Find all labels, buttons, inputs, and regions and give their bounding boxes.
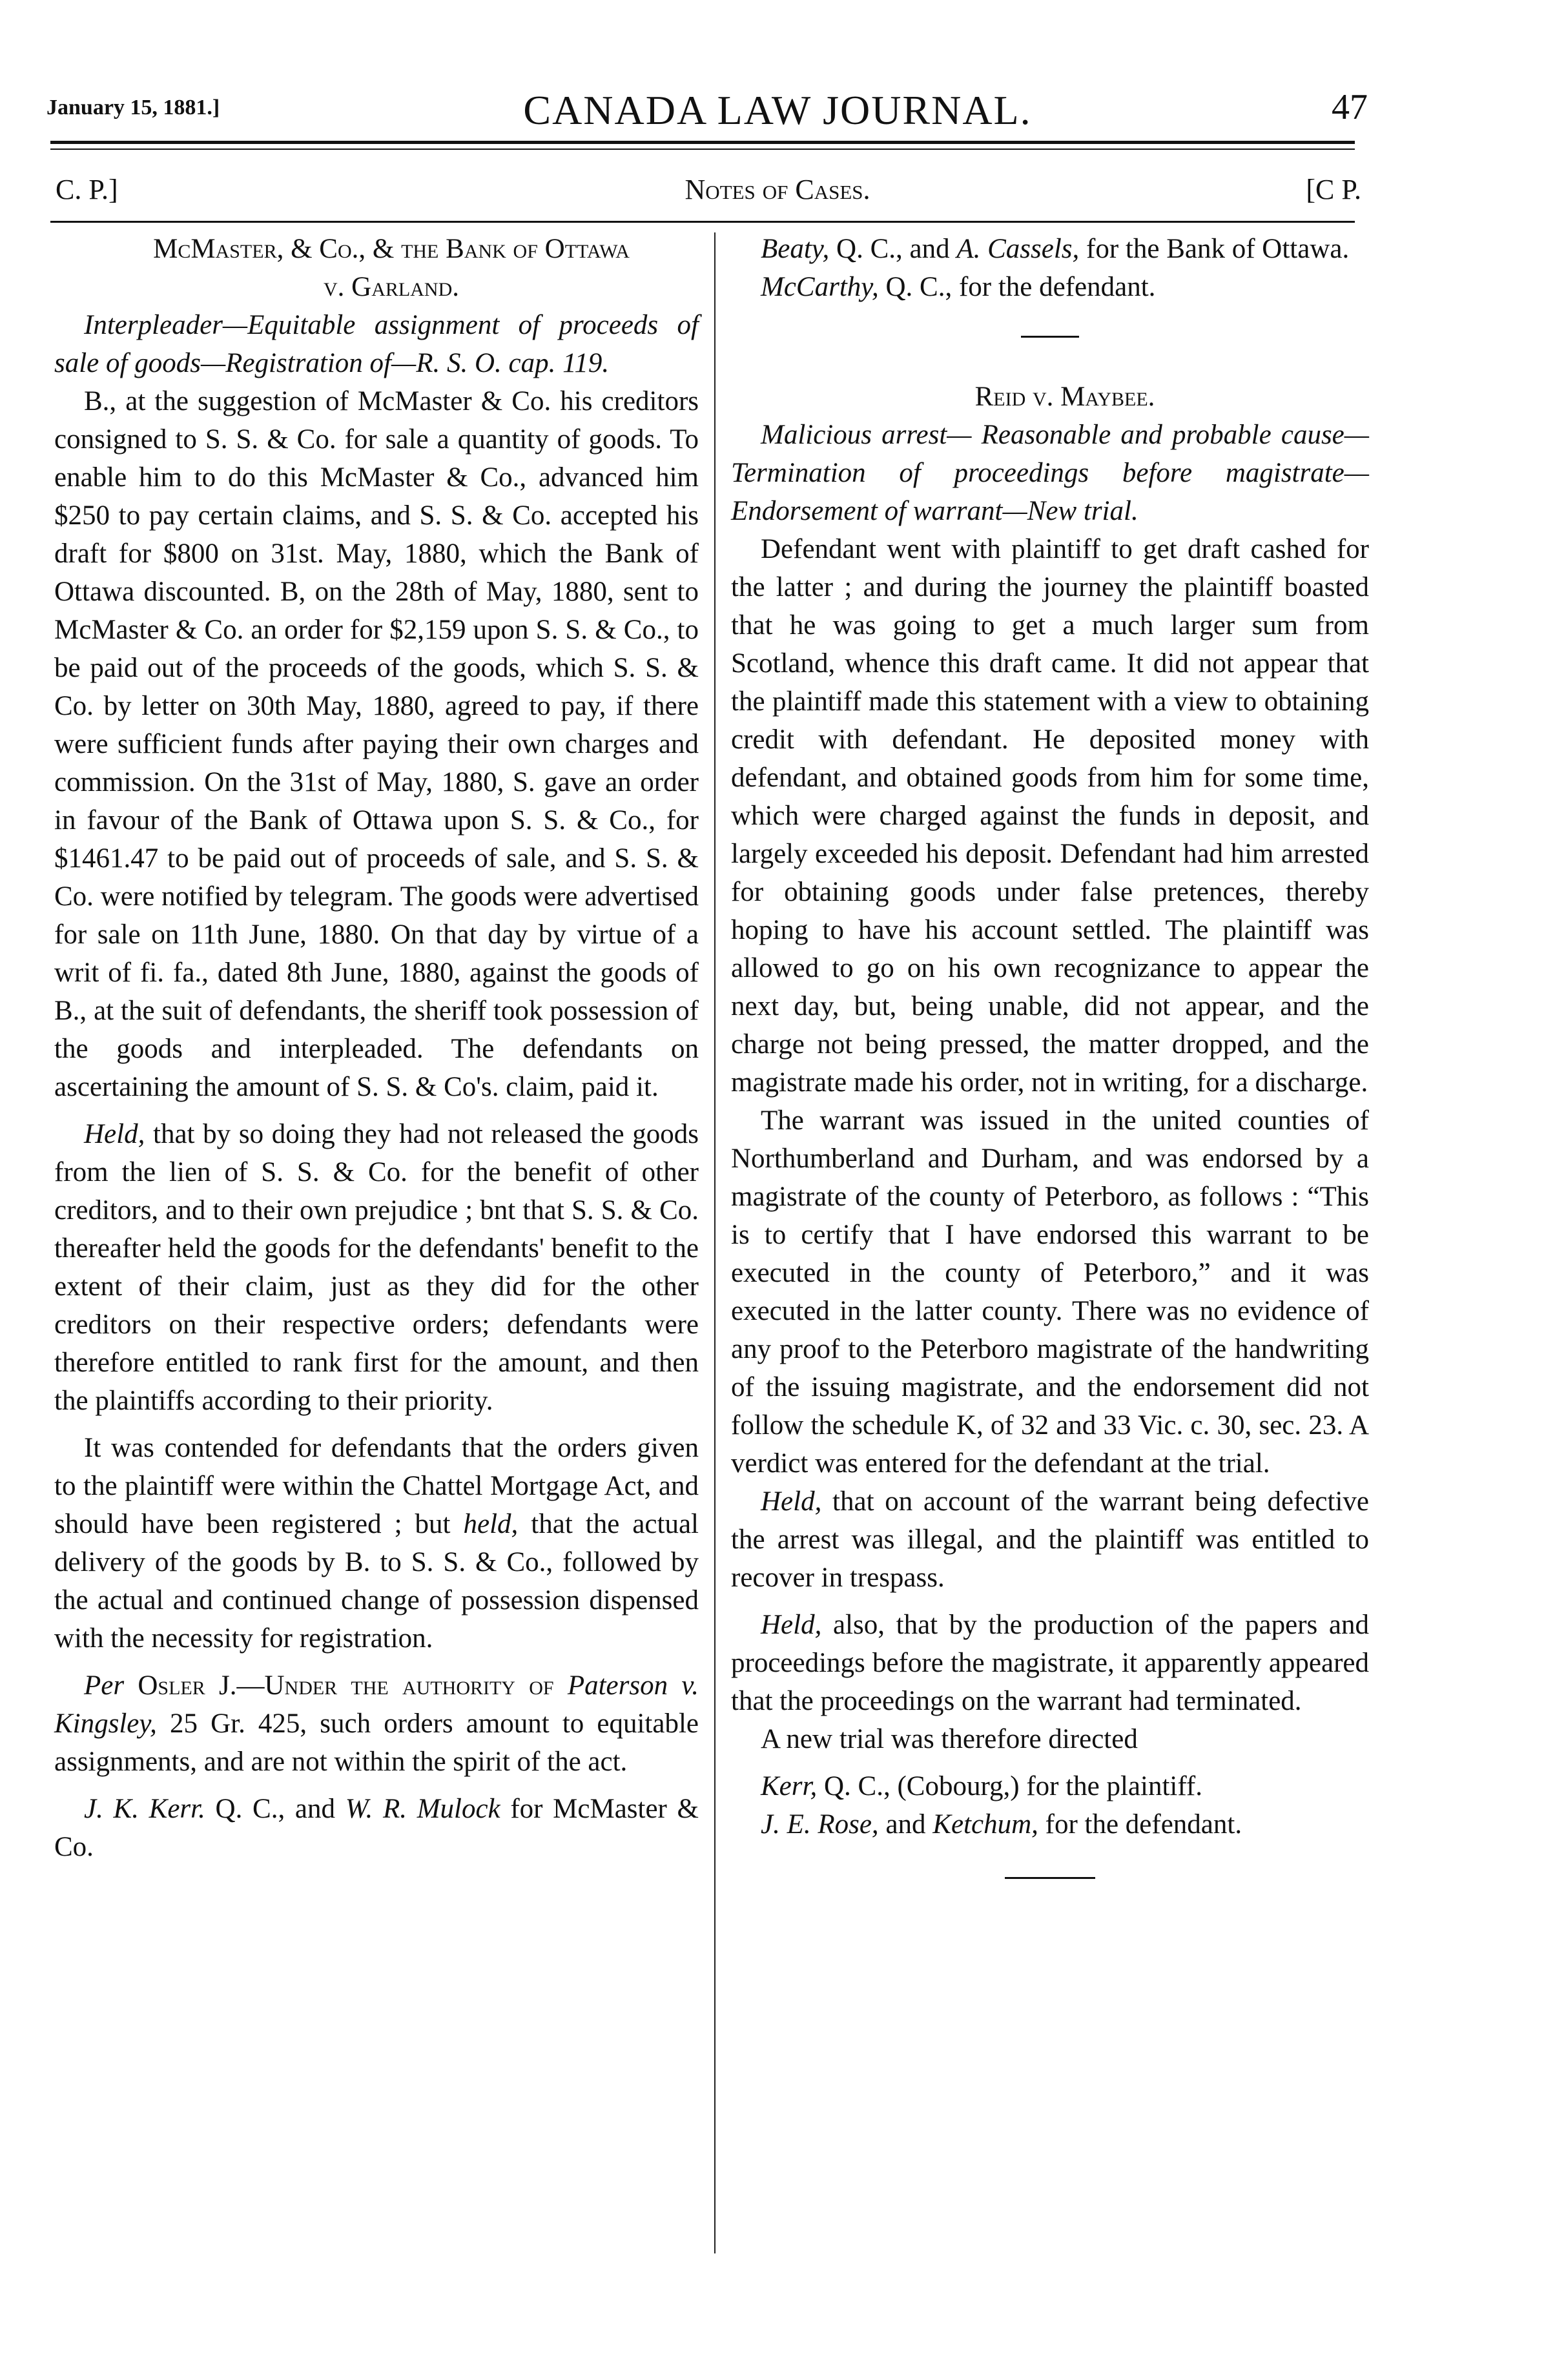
- counsel-name-mulock: W. R. Mulock: [345, 1794, 500, 1824]
- counsel-role: for the defendant.: [1038, 1809, 1242, 1840]
- holding-reid-2: [731, 1606, 1369, 1720]
- judge-name: Osler J.—Under the authority of: [124, 1670, 568, 1701]
- cited-case: Paterson v. Kingsley,: [54, 1670, 699, 1739]
- held-label-inline: held,: [463, 1509, 519, 1539]
- counsel-plaintiff: [731, 1767, 1369, 1805]
- holding-reid-1: [731, 1482, 1369, 1597]
- counsel-name-kerr: Kerr,: [761, 1771, 818, 1801]
- case-separator: [1021, 336, 1079, 338]
- section-label-right: [C P.: [1306, 174, 1361, 205]
- holding-text: that on account of the warrant being defective the arrest was illegal, and the plaintiff was entitled to recover in trespass.: [731, 1486, 1369, 1593]
- contention-mcmaster: [54, 1429, 699, 1657]
- journal-title: CANADA LAW JOURNAL.: [523, 87, 1032, 133]
- case-title-mcmaster: McMaster, & Co., & the Bank of Ottawa: [153, 234, 630, 264]
- facts-reid-2: The warrant was issued in the united counties of Northumberland and Durham, and was endorsed by a magistrate of the county of Peterboro, as follows : “This is to certify that I have endorsed this warrant to be executed in the county of Peterboro,” and it was executed in the latter county. There was no evidence of any proof to the Peterboro magistrate of the handwriting of the issuing magistrate, and the endorsement did not follow the schedule K, of 32 and 33 Vic. c. 30, sec. 23. A verdict was entered for the defendant at the trial.: [731, 1105, 1369, 1479]
- held-label: Held,: [761, 1610, 822, 1640]
- osler-text: 25 Gr. 425, such orders amount to equitable assignments, and are not within the spirit of the act.: [54, 1708, 699, 1777]
- counsel-name-ketchum: Ketchum,: [932, 1809, 1038, 1840]
- counsel-role: for McMaster & Co.: [54, 1794, 699, 1862]
- right-column: [731, 230, 1369, 1879]
- counsel-defendant-reid: [731, 1805, 1369, 1843]
- counsel-connector: Q. C., and: [829, 234, 957, 264]
- holding-text: that by so doing they had not released the goods from the lien of S. S. & Co. for the benefit of other creditors, and to their own prejudice ; bnt that S. S. & Co. thereafter held the goods for the defendants' benefit to the extent of their claim, just as they did for the other creditors on their respective orders; defendants were therefore entitled to rank first for the amount, and then the plaintiffs according to their priority.: [54, 1119, 699, 1416]
- facts-reid-1: Defendant went with plaintiff to get draft cashed for the latter ; and during the journey the plaintiff boasted that he was going to get a much larger sum from Scotland, whence this draft came. It did not appear that the plaintiff made this statement with a view to obtaining credit with defendant. He deposited money with defendant, and obtained goods from him for some time, which were charged against the funds in deposit, and largely exceeded his deposit. Defendant had him arrested for obtaining goods under false pretences, thereby hoping to have his account settled. The plaintiff was allowed to go on his own recognizance to appear the next day, but, being unable, did not appear, and the charge not being pressed, the matter dropped, and the magistrate made his order, not in writing, for a discharge.: [731, 534, 1369, 1098]
- page-number: 47: [1332, 87, 1368, 127]
- section-rule: [50, 221, 1355, 223]
- column-divider: [714, 232, 716, 2253]
- counsel-connector: and: [878, 1809, 933, 1840]
- counsel-role: for the Bank of Ottawa.: [1079, 234, 1350, 264]
- counsel-name-beaty: Beaty,: [761, 234, 830, 264]
- contention-text-a: It was contended for defendants that the orders given to the plaintiff were within the Chattel Mortgage Act, and should have been registered ; but: [54, 1433, 699, 1539]
- counsel-bank: [731, 230, 1369, 268]
- counsel-role: Q. C., for the defendant.: [878, 272, 1156, 302]
- section-label-left: C. P.]: [56, 174, 118, 205]
- case-title-mcmaster-line2: v. Garland.: [324, 272, 459, 302]
- holding-mcmaster: [54, 1115, 699, 1420]
- header-rule-thick: [50, 141, 1355, 144]
- osler-opinion: [54, 1667, 699, 1781]
- held-label: Held,: [761, 1486, 822, 1517]
- header-date: January 15, 1881.]: [46, 96, 220, 119]
- contention-text-b: that the actual delivery of the goods by B. to S. S. & Co., followed by the actual and continued change of possession dispensed with the necessity for registration.: [54, 1509, 699, 1654]
- catchwords-reid: Malicious arrest— Reasonable and probable cause—Termination of proceedings before magistrate—Endorsement of warrant—New trial.: [731, 420, 1369, 526]
- counsel-role: Q. C., (Cobourg,) for the plaintiff.: [817, 1771, 1202, 1801]
- held-label: Held,: [84, 1119, 145, 1149]
- counsel-mcmaster: [54, 1790, 699, 1866]
- new-trial: A new trial was therefore directed: [761, 1724, 1138, 1754]
- counsel-name-cassels: A. Cassels,: [956, 234, 1080, 264]
- end-rule: [1005, 1877, 1095, 1879]
- counsel-name-kerr: J. K. Kerr.: [84, 1794, 205, 1824]
- holding-text: also, that by the production of the papers and proceedings before the magistrate, it apparently appeared that the proceedings on the warrant had terminated.: [731, 1610, 1369, 1716]
- counsel-connector: Q. C., and: [205, 1794, 345, 1824]
- left-column: [54, 230, 699, 1866]
- counsel-defendant: [731, 268, 1369, 306]
- header-rule-thin: [50, 149, 1355, 150]
- counsel-name-mccarthy: McCarthy,: [761, 272, 879, 302]
- facts-mcmaster: B., at the suggestion of McMaster & Co. his creditors consigned to S. S. & Co. for sale a quantity of goods. To enable him to do this McMaster & Co., advanced him $250 to pay certain claims, and S. S. & Co. accepted his draft for $800 on 31st. May, 1880, which the Bank of Ottawa discounted. B, on the 28th of May, 1880, sent to McMaster & Co. an order for $2,159 upon S. S. & Co., to be paid out of the proceeds of the goods, which S. S. & Co. by letter on 30th May, 1880, agreed to pay, if there were sufficient funds after paying their own charges and commission. On the 31st of May, 1880, S. gave an order in favour of the Bank of Ottawa upon S. S. & Co., for $1461.47 to be paid out of proceeds of sale, and S. S. & Co. were notified by telegram. The goods were advertised for sale on 11th June, 1880. On that day by virtue of a writ of fi. fa., dated 8th June, 1880, against the goods of B., at the suit of defendants, the sheriff took possession of the goods and interpleaded. The defendants on ascertaining the amount of S. S. & Co's. claim, paid it.: [54, 386, 699, 1102]
- case-title-reid: Reid v. Maybee.: [974, 382, 1155, 412]
- section-title: Notes of Cases.: [685, 174, 870, 205]
- counsel-name-rose: J. E. Rose,: [761, 1809, 879, 1840]
- catchwords-mcmaster: Interpleader—Equitable assignment of proceeds of sale of goods—Registration of—R. S. O. cap. 119.: [54, 310, 699, 378]
- per-label: Per: [84, 1670, 125, 1701]
